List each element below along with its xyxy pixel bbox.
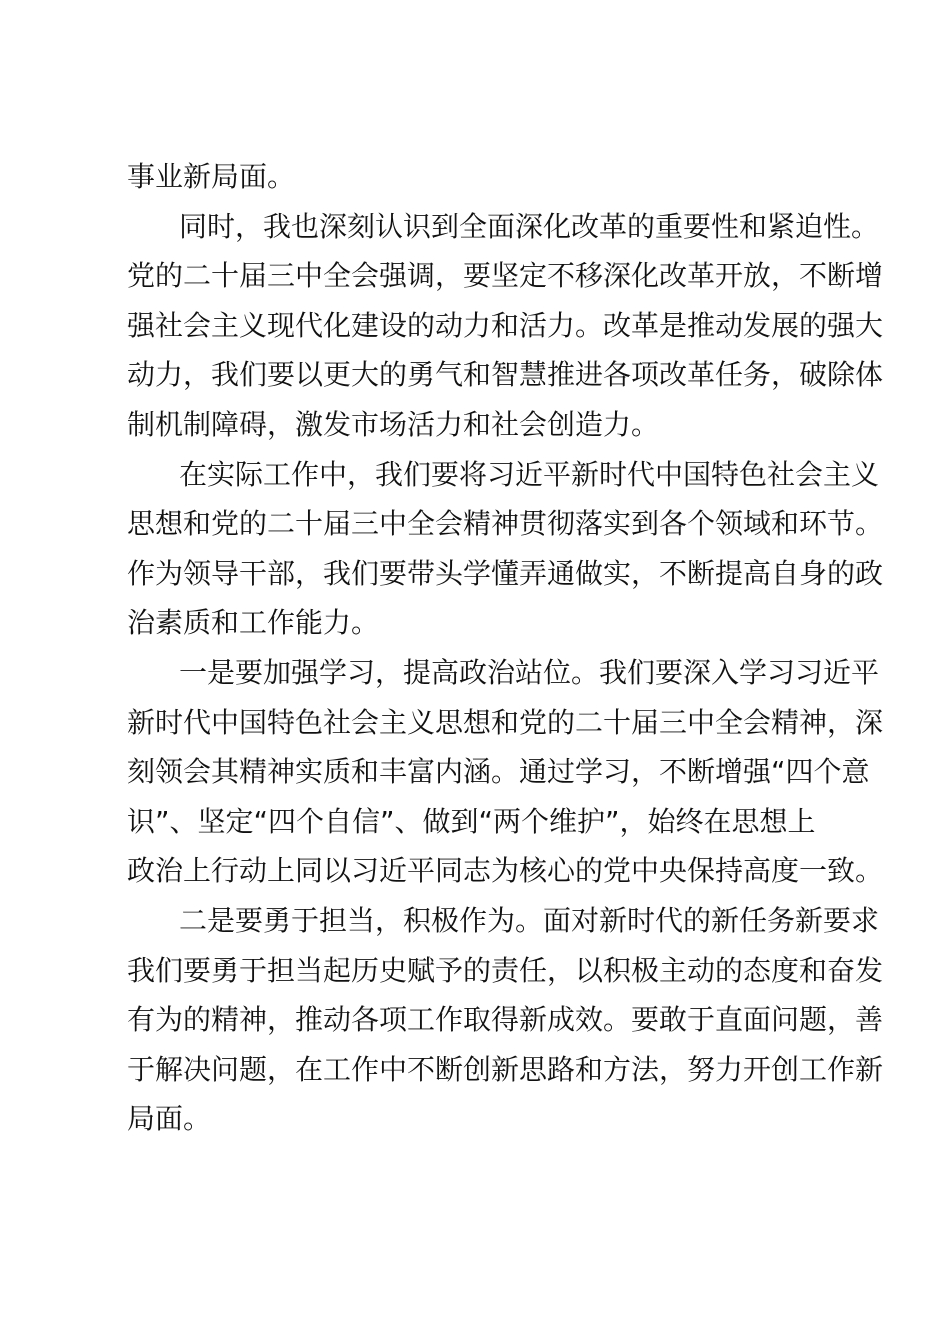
text-line: 制机制障碍，激发市场活力和社会创造力。 — [127, 407, 660, 441]
text-line: 思想和党的二十届三中全会精神贯彻落实到各个领域和环节。 — [127, 507, 884, 541]
text-line: 有为的精神，推动各项工作取得新成效。要敢于直面问题，善 — [127, 1003, 884, 1037]
text-line: 事业新局面。 — [127, 160, 296, 193]
text-line: 于解决问题，在工作中不断创新思路和方法，努力开创工作新 — [127, 1052, 884, 1086]
text-line: 动力，我们要以更大的勇气和智慧推进各项改革任务，破除体 — [127, 358, 884, 392]
paragraph-first-line: 一是要加强学习，提高政治站位。我们要深入学习习近平 — [179, 655, 880, 689]
text-line: 治素质和工作能力。 — [127, 606, 380, 640]
paragraph-first-line: 二是要勇于担当，积极作为。面对新时代的新任务新要求 — [179, 903, 880, 937]
paragraph-first-line: 同时，我也深刻认识到全面深化改革的重要性和紧迫性。 — [179, 209, 880, 243]
text-line: 政治上行动上同以习近平同志为核心的党中央保持高度一致。 — [127, 854, 884, 888]
text-line: 强社会主义现代化建设的动力和活力。改革是推动发展的强大 — [127, 308, 884, 342]
text-line: 作为领导干部，我们要带头学懂弄通做实，不断提高自身的政 — [127, 556, 884, 590]
text-line: 刻领会其精神实质和丰富内涵。通过学习，不断增强“四个意 — [127, 755, 870, 789]
text-line: 我们要勇于担当起历史赋予的责任，以积极主动的态度和奋发 — [127, 953, 884, 987]
text-line: 新时代中国特色社会主义思想和党的二十届三中全会精神，深 — [127, 705, 884, 739]
text-line: 党的二十届三中全会强调，要坚定不移深化改革开放，不断增 — [127, 259, 884, 293]
text-line: 局面。 — [127, 1102, 212, 1136]
document-body — [127, 152, 884, 1144]
text-line: 识”、坚定“四个自信”、做到“两个维护”，始终在思想上 — [127, 804, 816, 838]
paragraph-first-line: 在实际工作中，我们要将习近平新时代中国特色社会主义 — [179, 457, 880, 491]
